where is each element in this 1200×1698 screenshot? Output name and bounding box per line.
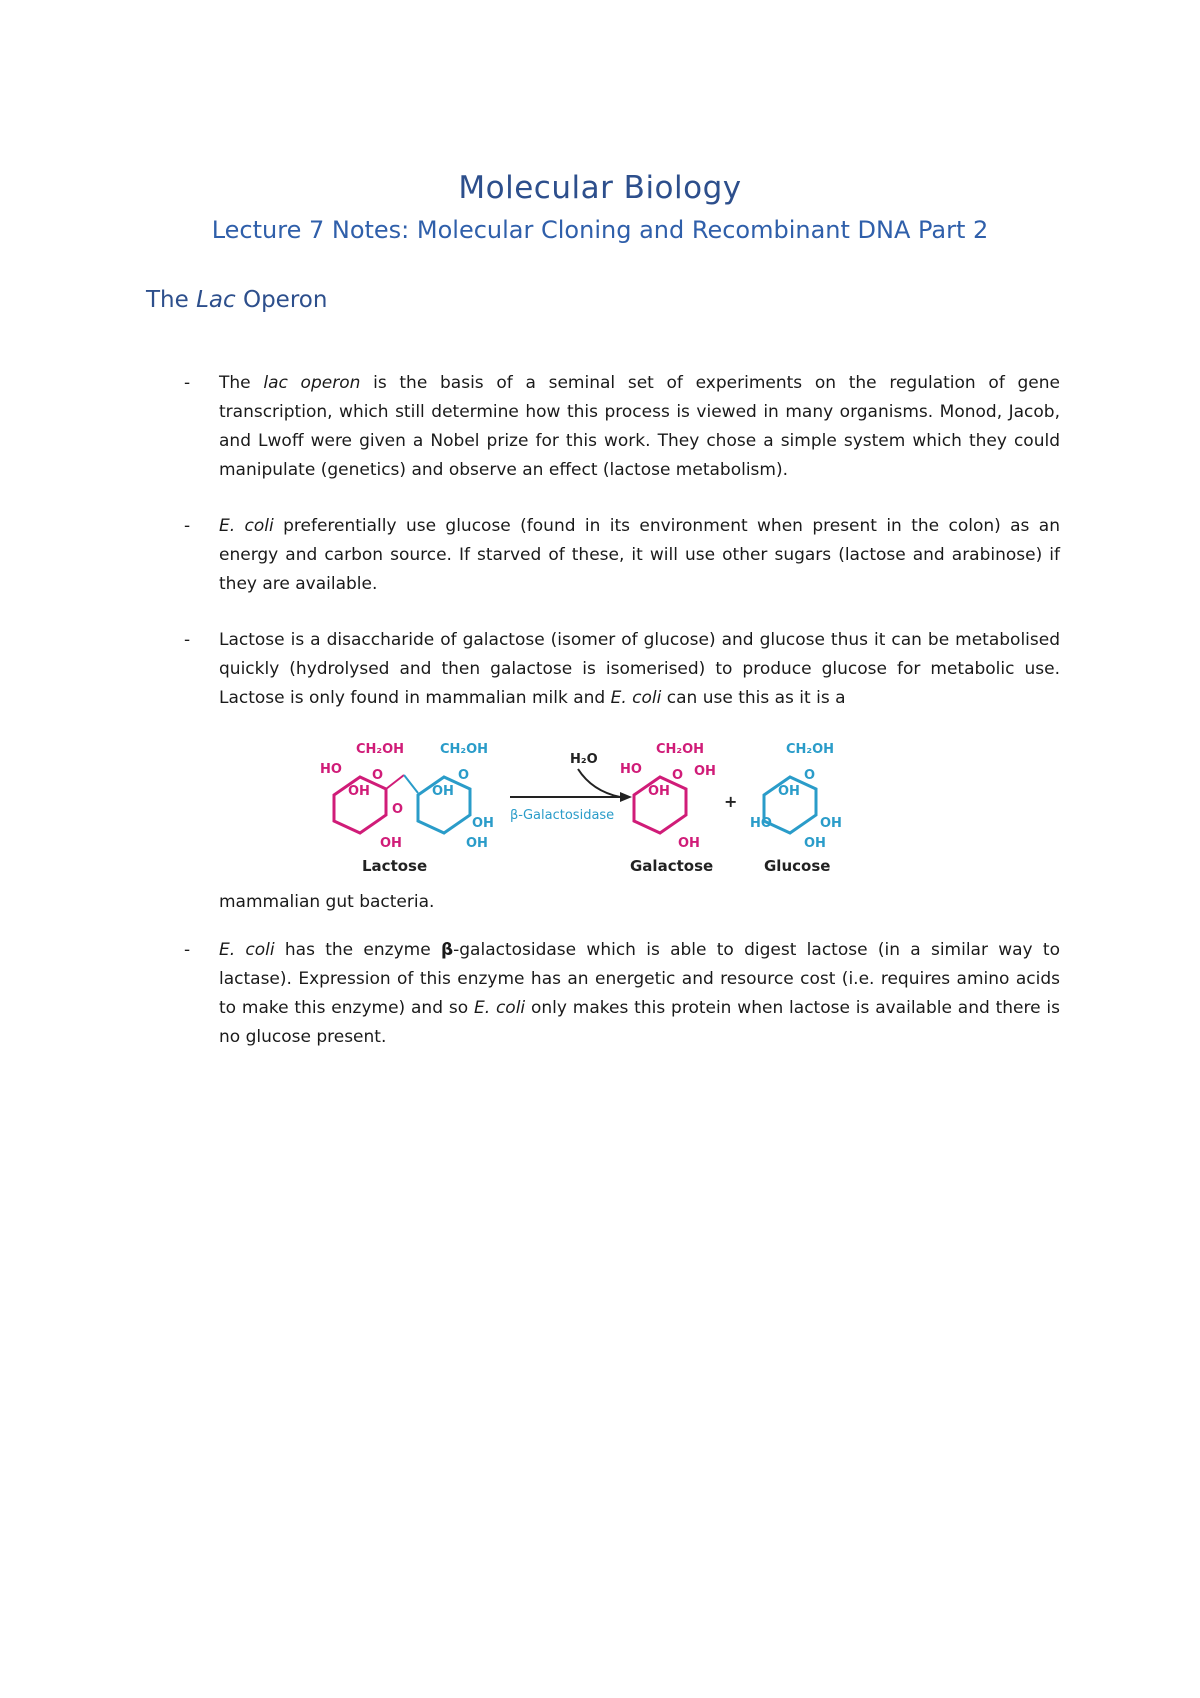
oh-label: OH — [778, 784, 800, 799]
document-subtitle: Lecture 7 Notes: Molecular Cloning and Recombinant DNA Part 2 — [211, 216, 989, 244]
text-em: E. coli — [219, 516, 274, 536]
bullet-text — [219, 369, 1060, 485]
oh-label: OH — [820, 816, 842, 831]
bullet-dash: - — [184, 373, 191, 393]
glucose-product — [750, 742, 842, 851]
text-run: is the basis of a seminal set of experiments on the regulation of gene transcription, which still determine how this process is viewed in many organisms. Monod, Jacob, and Lwoff were given a Nobel prize for this work. They chose a simple system which they could manipulate (genetics) and observe an effect (lactose metabolism). — [219, 373, 1060, 480]
heading-em: Lac — [196, 287, 236, 313]
document-title: Molecular Biology — [458, 170, 742, 206]
ho-label: HO — [750, 816, 772, 831]
ho-label: HO — [320, 762, 342, 777]
bullet-dash: - — [184, 516, 191, 536]
bullet-dash: - — [184, 940, 191, 960]
water-curve — [578, 769, 620, 797]
oh-label: OH — [432, 784, 454, 799]
bond-line — [386, 775, 404, 789]
text-run: The — [219, 373, 264, 393]
text-strong: β — [440, 940, 454, 960]
text-run: -galactosidase which is able to digest lactose (in a similar way to lactase). Expression of this enzyme has an energetic and resource cost (i.e. requires amino acids to make this enzyme) and so — [219, 940, 1060, 1018]
text-run: can use this as it is a — [661, 688, 846, 708]
lactose-galactose-ring — [320, 742, 404, 851]
ring-o-label: O — [804, 768, 816, 783]
ring-o-label: O — [372, 768, 384, 783]
section-heading — [146, 287, 327, 313]
bullet-text — [219, 512, 1060, 599]
glucose-name: Glucose — [764, 857, 831, 875]
bullet-dash: - — [184, 630, 191, 650]
ch2oh-label: CH₂OH — [356, 742, 405, 757]
bullet-lactose-continuation: mammalian gut bacteria. — [219, 892, 435, 912]
heading-pre: The — [146, 287, 197, 313]
ring-o-label: O — [458, 768, 470, 783]
text-em: E. coli — [219, 940, 275, 960]
oh-label: OH — [678, 836, 700, 851]
oh-label: OH — [472, 816, 494, 831]
galactose-name: Galactose — [630, 857, 714, 875]
oh-label: OH — [694, 764, 716, 779]
lactose-hydrolysis-diagram — [320, 735, 890, 875]
text-run: only makes this protein when lactose is available and there is no glucose present. — [219, 998, 1061, 1047]
oh-label: OH — [804, 836, 826, 851]
lactose-name: Lactose — [362, 857, 428, 875]
bullet-text — [219, 626, 1060, 713]
enzyme-label: β-Galactosidase — [510, 808, 615, 823]
glycosidic-o-label: O — [392, 802, 404, 817]
oh-label: OH — [648, 784, 670, 799]
ring-o-label: O — [672, 768, 684, 783]
ch2oh-label: CH₂OH — [440, 742, 489, 757]
ho-label: HO — [620, 762, 642, 777]
oh-label: OH — [380, 836, 402, 851]
lactose-glucose-ring — [418, 742, 494, 851]
text-run: has the enzyme — [274, 940, 441, 960]
text-em: E. coli — [473, 998, 526, 1018]
text-em: lac operon — [263, 373, 361, 393]
arrow-head — [620, 792, 632, 802]
bond-line — [404, 775, 418, 793]
text-run: Lactose is a disaccharide of galactose (isomer of glucose) and glucose thus it can be metabolised quickly (hydrolysed and then galactose is isomerised) to produce glucose for metabolic use. Lactose is only found in mammalian milk and — [219, 630, 1060, 708]
ch2oh-label: CH₂OH — [656, 742, 705, 757]
galactose-product — [620, 742, 716, 851]
text-run: preferentially use glucose (found in its environment when present in the colon) as an energy and carbon source. If starved of these, it will use other sugars (lactose and arabinose) if they are available. — [219, 516, 1060, 594]
plus-sign: + — [724, 792, 738, 811]
water-label: H₂O — [570, 752, 598, 767]
oh-label: OH — [466, 836, 488, 851]
text-em: E. coli — [610, 688, 662, 708]
oh-label: OH — [348, 784, 370, 799]
ch2oh-label: CH₂OH — [786, 742, 835, 757]
heading-post: Operon — [235, 287, 328, 313]
bullet-text — [219, 936, 1060, 1052]
